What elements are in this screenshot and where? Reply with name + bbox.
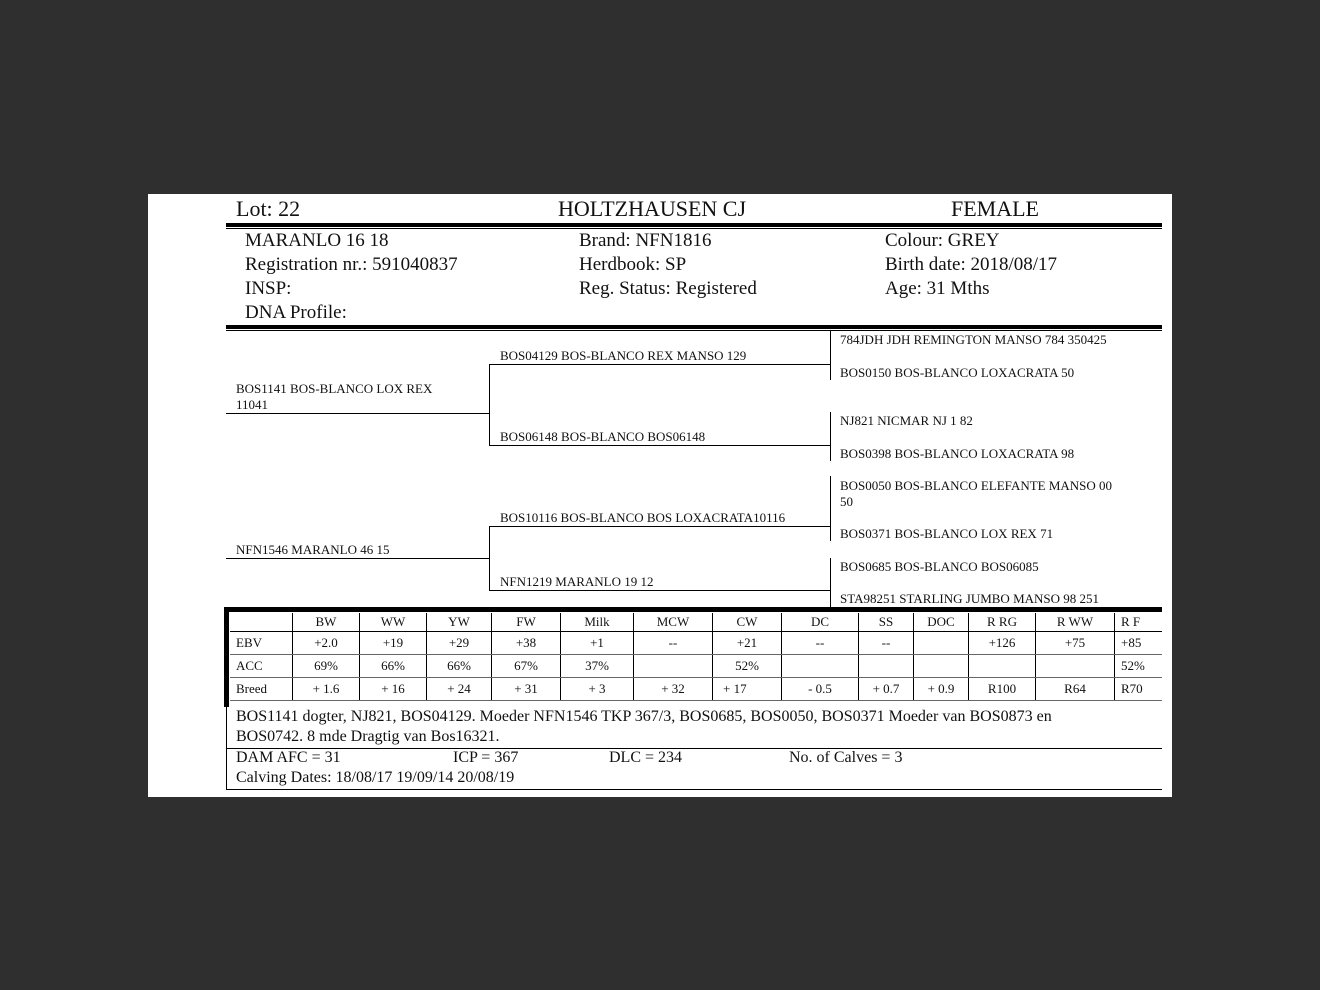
- pedigree-ggp: BOS0150 BOS-BLANCO LOXACRATA 50: [840, 365, 1075, 380]
- notes-line-1: BOS1141 dogter, NJ821, BOS04129. Moeder NFN1546 TKP 367/3, BOS0685, BOS0050, BOS0371 Moeder van BOS0873 en: [236, 708, 1052, 725]
- ebv-cell: [969, 655, 1036, 678]
- pedigree-ggp-line2: 50: [840, 494, 853, 509]
- ebv-cell: +38: [492, 632, 561, 655]
- animal-name: MARANLO 16 18: [245, 230, 389, 251]
- pedigree-line: [489, 445, 830, 446]
- table-row: [230, 632, 1162, 655]
- ebv-header-cell: DOC: [914, 613, 969, 632]
- ebv-header-cell: Milk: [561, 613, 634, 632]
- birth-date: Birth date: 2018/08/17: [885, 254, 1058, 275]
- ebv-cell: --: [782, 632, 859, 655]
- ebv-header-cell: [230, 613, 293, 632]
- registration-status: Reg. Status: Registered: [579, 278, 757, 299]
- ebv-cell: [859, 655, 914, 678]
- ebv-header-cell: R RG: [969, 613, 1036, 632]
- ebv-cell: [634, 655, 713, 678]
- pedigree-ggp: 784JDH JDH REMINGTON MANSO 784 350425: [840, 332, 1107, 347]
- ebv-cell: +126: [969, 632, 1036, 655]
- ebv-header-cell: R WW: [1036, 613, 1115, 632]
- pedigree-ggp: BOS0050 BOS-BLANCO ELEFANTE MANSO 00: [840, 478, 1113, 493]
- ebv-cell: 67%: [492, 655, 561, 678]
- brand: Brand: NFN1816: [579, 230, 712, 251]
- ebv-cell: 66%: [360, 655, 427, 678]
- dlc: DLC = 234: [609, 749, 683, 766]
- ebv-cell: +29: [427, 632, 492, 655]
- pedigree-connector: [489, 364, 490, 445]
- ebv-cell: 69%: [293, 655, 360, 678]
- ebv-cell: EBV: [230, 632, 293, 655]
- notes-rule: [226, 748, 1162, 749]
- details-rule-thin: [226, 330, 1162, 331]
- pedigree-ggp: BOS0398 BOS-BLANCO LOXACRATA 98: [840, 446, 1075, 461]
- ebv-cell: --: [859, 632, 914, 655]
- pedigree-connector: [830, 476, 831, 541]
- lot-number: Lot: 22: [236, 196, 301, 221]
- ebv-cell: 37%: [561, 655, 634, 678]
- pedigree-ggp: STA98251 STARLING JUMBO MANSO 98 251: [840, 591, 1100, 606]
- ebv-cell: +19: [360, 632, 427, 655]
- ebv-cell: 66%: [427, 655, 492, 678]
- ebv-cell: + 17: [713, 678, 782, 701]
- breeder-name: HOLTZHAUSEN CJ: [558, 196, 747, 221]
- ebv-cell: [914, 655, 969, 678]
- pedigree-line: [489, 590, 830, 591]
- herdbook: Herdbook: SP: [579, 254, 687, 275]
- pedigree-sire-sire: BOS04129 BOS-BLANCO REX MANSO 129: [500, 348, 747, 363]
- ebv-header-cell: SS: [859, 613, 914, 632]
- ebv-cell: +75: [1036, 632, 1115, 655]
- animal-sex: FEMALE: [951, 196, 1039, 221]
- ebv-cell: +1: [561, 632, 634, 655]
- details-rule: [226, 325, 1162, 329]
- ebv-cell: + 1.6: [293, 678, 360, 701]
- ebv-cell: +21: [713, 632, 782, 655]
- lot-catalogue-page: [148, 194, 1172, 797]
- ebv-header-cell: MCW: [634, 613, 713, 632]
- ebv-cell: ACC: [230, 655, 293, 678]
- pedigree-ggp: NJ821 NICMAR NJ 1 82: [840, 413, 973, 428]
- ebv-header-cell: WW: [360, 613, 427, 632]
- ebv-cell: [1036, 655, 1115, 678]
- pedigree-dam-line: [226, 558, 489, 559]
- footer-rule: [226, 789, 1162, 790]
- pedigree-connector: [830, 412, 831, 461]
- pedigree-connector: [830, 331, 831, 380]
- age: Age: 31 Mths: [885, 278, 990, 299]
- ebv-cell: + 24: [427, 678, 492, 701]
- header-rule: [226, 223, 1162, 227]
- ebv-header-row: [230, 613, 1162, 632]
- pedigree-sire-line: [226, 413, 489, 414]
- pedigree-ggp: BOS0685 BOS-BLANCO BOS06085: [840, 559, 1039, 574]
- dam-afc: DAM AFC = 31: [236, 749, 341, 766]
- ebv-header-cell: CW: [713, 613, 782, 632]
- ebv-cell: [782, 655, 859, 678]
- ebv-cell: +2.0: [293, 632, 360, 655]
- ebv-cell: + 3: [561, 678, 634, 701]
- ebv-cell: 52%: [713, 655, 782, 678]
- pedigree-line: [489, 526, 830, 527]
- ebv-cell: + 31: [492, 678, 561, 701]
- ebv-header-cell: R F: [1115, 613, 1163, 632]
- ebv-cell: +85: [1115, 632, 1163, 655]
- ebv-header-cell: YW: [427, 613, 492, 632]
- ebv-cell: + 16: [360, 678, 427, 701]
- insp-label: INSP:: [245, 278, 292, 299]
- ebv-cell: - 0.5: [782, 678, 859, 701]
- ebv-cell: --: [634, 632, 713, 655]
- ebv-cell: + 32: [634, 678, 713, 701]
- icp: ICP = 367: [453, 749, 519, 766]
- ebv-header-cell: FW: [492, 613, 561, 632]
- colour: Colour: GREY: [885, 230, 1000, 251]
- calving-dates: Calving Dates: 18/08/17 19/09/14 20/08/19: [236, 769, 515, 786]
- ebv-cell: R64: [1036, 678, 1115, 701]
- pedigree-dam: NFN1546 MARANLO 46 15: [236, 542, 390, 557]
- ebv-left-rule: [224, 607, 229, 707]
- ebv-cell: [914, 632, 969, 655]
- pedigree-ggp: BOS0371 BOS-BLANCO LOX REX 71: [840, 526, 1054, 541]
- table-row: [230, 678, 1162, 701]
- pedigree-sire-dam: BOS06148 BOS-BLANCO BOS06148: [500, 429, 706, 444]
- ebv-table: [230, 613, 1162, 701]
- ebv-header-cell: BW: [293, 613, 360, 632]
- pedigree-connector: [489, 526, 490, 590]
- notes-line-2: BOS0742. 8 mde Dragtig van Bos16321.: [236, 728, 500, 745]
- ebv-header-cell: DC: [782, 613, 859, 632]
- pedigree-connector: [830, 558, 831, 607]
- ebv-cell: R70: [1115, 678, 1163, 701]
- pedigree-dam-sire: BOS10116 BOS-BLANCO BOS LOXACRATA10116: [500, 510, 786, 525]
- pedigree-sire: BOS1141 BOS-BLANCO LOX REX: [236, 381, 433, 396]
- number-of-calves: No. of Calves = 3: [789, 749, 903, 766]
- header-rule-thin: [226, 228, 1162, 229]
- ebv-cell: R100: [969, 678, 1036, 701]
- ebv-cell: Breed: [230, 678, 293, 701]
- table-row: [230, 655, 1162, 678]
- ebv-cell: + 0.7: [859, 678, 914, 701]
- ebv-cell: + 0.9: [914, 678, 969, 701]
- registration-number: Registration nr.: 591040837: [245, 254, 458, 275]
- pedigree-sire-line2: 11041: [236, 397, 269, 412]
- ebv-cell: 52%: [1115, 655, 1163, 678]
- pedigree-dam-dam: NFN1219 MARANLO 19 12: [500, 574, 654, 589]
- pedigree-line: [489, 364, 830, 365]
- dna-profile-label: DNA Profile:: [245, 302, 347, 323]
- ebv-top-rule: [224, 607, 1162, 612]
